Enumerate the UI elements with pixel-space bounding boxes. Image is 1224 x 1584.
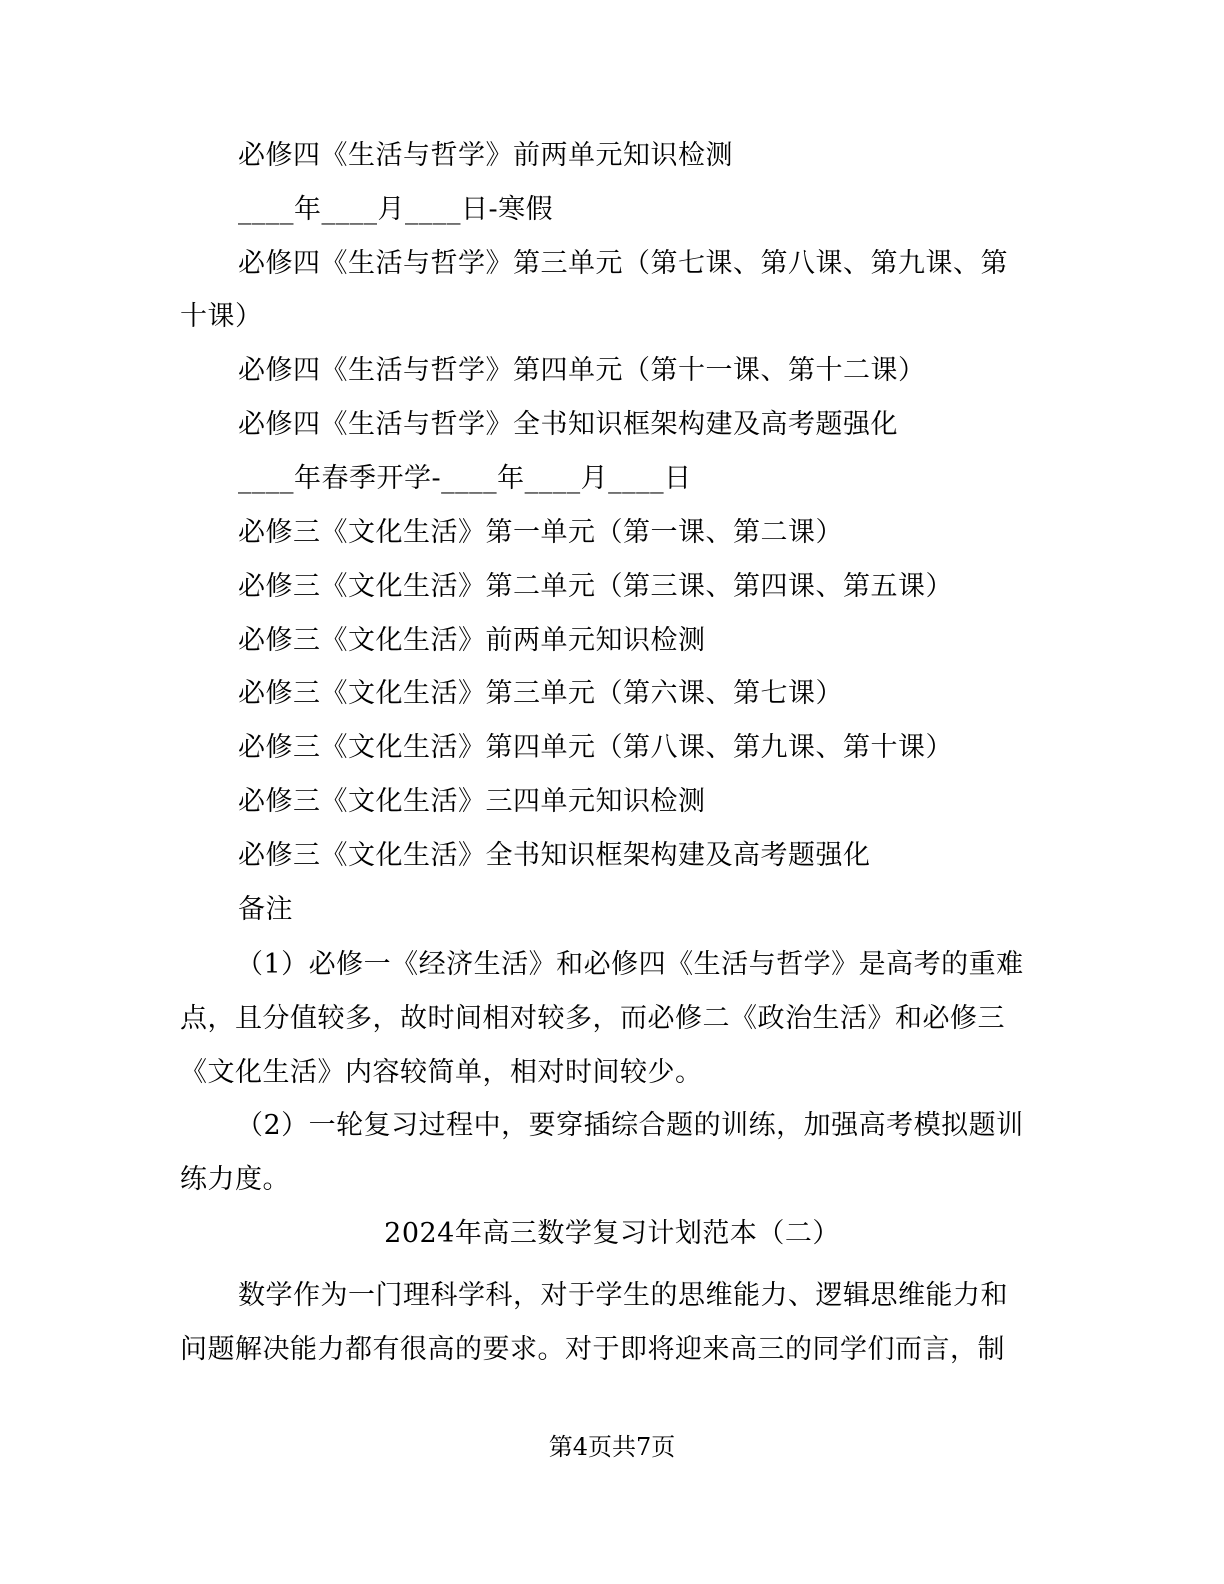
text-line: 必修三《文化生活》第四单元（第八课、第九课、第十课） bbox=[238, 732, 953, 763]
note-line: （1）必修一《经济生活》和必修四《生活与哲学》是高考的重难 bbox=[236, 949, 1024, 980]
page-number-footer: 第4页共7页 bbox=[548, 1433, 676, 1461]
text-line: 十课） bbox=[180, 301, 263, 332]
text-line: 必修三《文化生活》全书知识框架构建及高考题强化 bbox=[238, 840, 871, 871]
intro-line: 数学作为一门理科学科，对于学生的思维能力、逻辑思维能力和 bbox=[238, 1280, 1008, 1311]
section-title: 2024年高三数学复习计划范本（二） bbox=[384, 1218, 840, 1249]
text-line: ____年____月____日-寒假 bbox=[238, 194, 554, 225]
note-line: 《文化生活》内容较简单，相对时间较少。 bbox=[180, 1057, 703, 1088]
note-line: 点，且分值较多，故时间相对较多，而必修二《政治生活》和必修三 bbox=[180, 1003, 1005, 1034]
note-line: （2）一轮复习过程中，要穿插综合题的训练，加强高考模拟题训 bbox=[236, 1110, 1024, 1141]
text-line: 必修四《生活与哲学》第三单元（第七课、第八课、第九课、第 bbox=[238, 248, 1008, 279]
text-line: 必修四《生活与哲学》第四单元（第十一课、第十二课） bbox=[238, 355, 926, 386]
text-line: 必修四《生活与哲学》全书知识框架构建及高考题强化 bbox=[238, 409, 898, 440]
text-line: 必修四《生活与哲学》前两单元知识检测 bbox=[238, 140, 733, 171]
note-line: 练力度。 bbox=[180, 1164, 290, 1195]
text-line: 必修三《文化生活》第三单元（第六课、第七课） bbox=[238, 678, 843, 709]
intro-line: 问题解决能力都有很高的要求。对于即将迎来高三的同学们而言，制 bbox=[180, 1334, 1005, 1365]
text-line: 必修三《文化生活》三四单元知识检测 bbox=[238, 786, 706, 817]
note-heading: 备注 bbox=[238, 894, 293, 925]
text-line: 必修三《文化生活》第一单元（第一课、第二课） bbox=[238, 517, 843, 548]
text-line: 必修三《文化生活》第二单元（第三课、第四课、第五课） bbox=[238, 571, 953, 602]
text-line: ____年春季开学-____年____月____日 bbox=[238, 463, 692, 494]
text-line: 必修三《文化生活》前两单元知识检测 bbox=[238, 625, 706, 656]
